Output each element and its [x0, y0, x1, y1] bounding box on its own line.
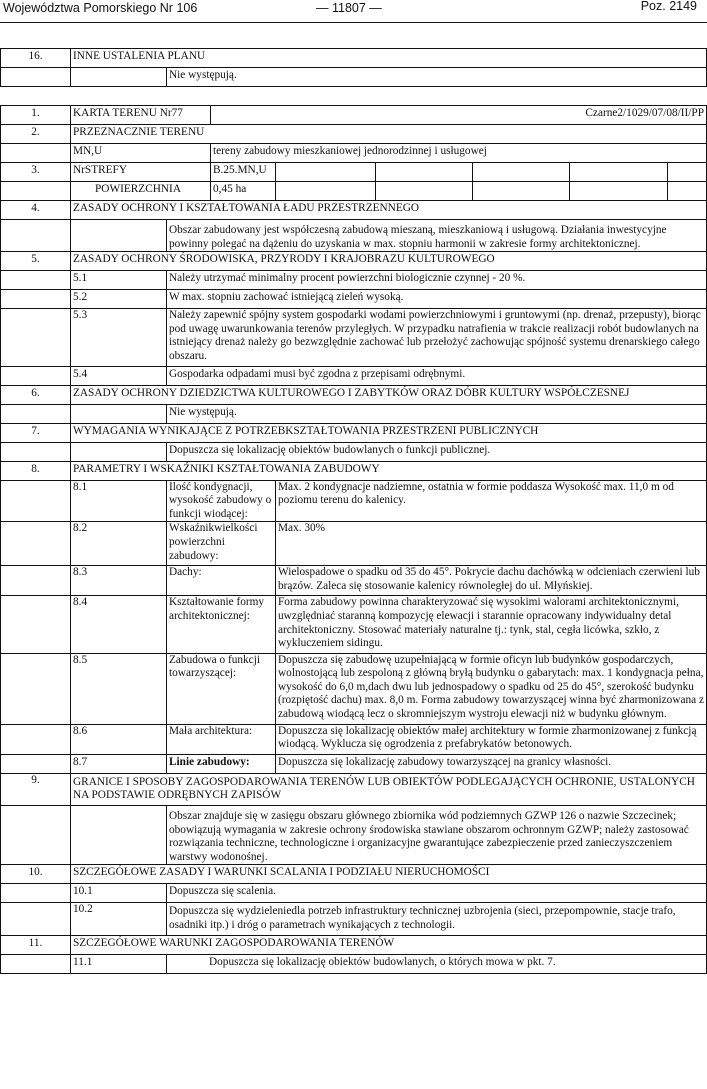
item-label: Kształtowanie formy architektonicznej:	[167, 596, 276, 653]
item-text: Max. 30%	[276, 522, 707, 566]
table-row	[1, 724, 707, 754]
item-id: 5.3	[71, 309, 167, 366]
item-label: Mała architektura:	[167, 724, 276, 754]
section-number: 7.	[1, 423, 71, 442]
zone-value: B.25.MN,U	[211, 163, 276, 182]
table-row	[1, 201, 707, 220]
section-text: Nie występują.	[167, 68, 707, 87]
table-row	[1, 290, 707, 309]
section-number: 10.	[1, 865, 71, 884]
table-row	[1, 144, 707, 163]
section-title: WYMAGANIA WYNIKAJĄCE Z POTRZEBKSZTAŁTOWANIA PRZESTRZENI PUBLICZNYCH	[71, 423, 707, 442]
card-title: KARTA TERENU Nr77	[71, 106, 211, 125]
item-label: Dachy:	[167, 566, 276, 596]
item-label: Wskaźnikwielkości powierzchni zabudowy:	[167, 522, 276, 566]
item-id: 8.2	[71, 522, 167, 566]
table-row	[1, 954, 707, 973]
section-title: PRZEZNACZNIE TERENU	[71, 125, 707, 144]
table-row	[1, 271, 707, 290]
table-row	[1, 566, 707, 596]
item-text: Dopuszcza się lokalizację obiektów budowlanych, o których mowa w pkt. 7.	[167, 954, 707, 973]
section-title: PARAMETRY I WSKAŹNIKI KSZTAŁTOWANIA ZABUDOWY	[71, 461, 707, 480]
item-id: 5.4	[71, 366, 167, 385]
table-row	[1, 596, 707, 653]
item-id: 8.1	[71, 480, 167, 522]
item-text: Dopuszcza się lokalizację zabudowy towarzyszącej na granicy własności.	[276, 754, 707, 773]
section-title: GRANICE I SPOSOBY ZAGOSPODAROWANIA TERENÓW LUB OBIEKTÓW PODLEGAJĄCYCH OCHRONIE, USTALONYCH NA PODSTAWIE ODRĘBNYCH ZAPISÓW	[71, 773, 707, 805]
item-label: Zabudowa o funkcji towarzyszącej:	[167, 653, 276, 724]
item-id: 11.1	[71, 954, 167, 973]
section-title: ZASADY OCHRONY DZIEDZICTWA KULTUROWEGO I ZABYTKÓW ORAZ DÓBR KULTURY WSPÓŁCZESNEJ	[71, 385, 707, 404]
table-row	[1, 773, 707, 805]
section-title: SZCZEGÓŁOWE WARUNKI ZAGOSPODAROWANIA TERENÓW	[71, 935, 707, 954]
table-row	[1, 68, 707, 87]
item-text: Gospodarka odpadami musi być zgodna z przepisami odrębnymi.	[167, 366, 707, 385]
item-text: Dopuszcza się lokalizację obiektów małej architektury w formie zharmonizowanej z funkcją wiodącą. Wyklucza się ogrodzenia z prefabrykatów betonowych.	[276, 724, 707, 754]
area-value: 0,45 ha	[211, 182, 276, 201]
item-label: Linie zabudowy:	[167, 754, 276, 773]
table-row	[1, 903, 707, 935]
item-text: Max. 2 kondygnacje nadziemne, ostatnia w formie poddasza Wysokość max. 11,0 m od poziomu terenu do kalenicy.	[276, 480, 707, 522]
table-row	[1, 522, 707, 566]
item-id: 10.1	[71, 884, 167, 903]
item-id: 10.2	[71, 903, 167, 935]
section-title: ZASADY OCHRONY I KSZTAŁTOWANIA ŁADU PRZESTRZENNEGO	[71, 201, 707, 220]
table-row	[1, 806, 707, 865]
item-text: Dopuszcza się wydzieleniedla potrzeb infrastruktury technicznej uzbrojenia (sieci, przepompownie, stacje trafo, osadniki itp.) i dróg o parametrach wynikających z technologii.	[167, 903, 707, 935]
section-title: INNE USTALENIA PLANU	[71, 49, 707, 68]
table-row	[1, 252, 707, 271]
card-code: Czarne2/1029/07/08/II/PP	[211, 106, 707, 125]
item-id: 5.2	[71, 290, 167, 309]
table-row	[1, 125, 707, 144]
page-header	[0, 0, 707, 22]
section-text: Obszar zabudowany jest współczesną zabudową mieszaną, mieszkaniową i usługową. Działania inwestycyjne powinny polegać na dążeniu do uzyskania w max. stopniu harmonii w zakresie formy architektonicznej.	[167, 220, 707, 252]
section-text: Dopuszcza się lokalizację obiektów budowlanych o funkcji publicznej.	[167, 442, 707, 461]
table-row	[1, 865, 707, 884]
section-number: 4.	[1, 201, 71, 220]
land-use-description: tereny zabudowy mieszkaniowej jednorodzinnej i usługowej	[211, 144, 707, 163]
item-text: Dopuszcza się zabudowę uzupełniającą w formie oficyn lub budynków gospodarczych, wolnostojącą lub zespoloną z główną bryłą budynku o gabarytach: max. 1 kondygnacja pełna, wysokość do 6,0 m,dach dwu lub jednospadowy o spadku od 25 do 45°, szerokość budynku (rozpiętość dachu) max. 8,0 m. Forma zabudowy towarzyszącej winna być zharmonizowana z zabudową wiodącą lecz o skromniejszym wystroju elewacji niż w budynku głównym.	[276, 653, 707, 724]
journal-title: Województwa Pomorskiego Nr 106	[3, 1, 198, 15]
section-number: 6.	[1, 385, 71, 404]
table-row	[1, 309, 707, 366]
table-row	[1, 182, 707, 201]
section-number: 3.	[1, 163, 71, 182]
land-use-symbol: MN,U	[71, 144, 211, 163]
item-text: Wielospadowe o spadku od 35 do 45°. Pokrycie dachu dachówką w odcieniach czerwieni lub brązów. Zaleca się stosowanie kalenicy równoległej do ul. Młyńskiej.	[276, 566, 707, 596]
table-row	[1, 480, 707, 522]
section-number: 16.	[1, 49, 71, 68]
page-number: — 11807 —	[316, 1, 382, 15]
section-text: Obszar znajduje się w zasięgu obszaru głównego zbiornika wód podziemnych GZWP 126 o nazwie Szczecinek; obowiązują wymagania w zakresie ochrony środowiska stawiane obszarom ochronnym GZWP; należy zastosować rozwiązania techniczne, technologiczne i organizacyjne gwarantujące zabezpieczenie przed zanieczyszczeniem warstwy wodonośnej.	[167, 806, 707, 865]
item-text: Należy utrzymać minimalny procent powierzchni biologicznie czynnej - 20 %.	[167, 271, 707, 290]
terrain-card-table	[0, 105, 707, 974]
table-row	[1, 754, 707, 773]
item-id: 8.4	[71, 596, 167, 653]
table-row	[1, 366, 707, 385]
section-number: 1.	[1, 106, 71, 125]
table-row	[1, 423, 707, 442]
item-label: Ilość kondygnacji, wysokość zabudowy o funkcji wiodącej:	[167, 480, 276, 522]
item-text: Dopuszcza się scalenia.	[167, 884, 707, 903]
section-text: Nie występują.	[167, 404, 707, 423]
table-row	[1, 385, 707, 404]
table-row	[1, 106, 707, 125]
area-label: POWIERZCHNIA	[71, 182, 211, 201]
header-rule	[0, 22, 707, 23]
item-text: Należy zapewnić spójny system gospodarki wodami powierzchniowymi i gruntowymi (np. drenaż, przepusty), biorąc pod uwagę uwarunkowania terenów przyległych. W przypadku natrafienia w trakcie realizacji robót budowlanych na istniejący drenaż należy go bezwzględnie zachować lub przełożyć zachowując spójność systemu drenarskiego całego obszaru.	[167, 309, 707, 366]
table-row	[1, 935, 707, 954]
section-number: 2.	[1, 125, 71, 144]
item-text: Forma zabudowy powinna charakteryzować się wysokimi walorami architektonicznymi, uwzględniać staranną kompozycję elewacji i starannie opracowany indywidualny detal architektoniczny. Stosować materiały naturalne tj.: tynk, stal, cegła licówka, szkło, z wykluczeniem sidingu.	[276, 596, 707, 653]
table-other-provisions	[0, 48, 707, 87]
item-id: 8.6	[71, 724, 167, 754]
item-id: 8.7	[71, 754, 167, 773]
item-id: 8.5	[71, 653, 167, 724]
section-title: ZASADY OCHRONY ŚRODOWISKA, PRZYRODY I KRAJOBRAZU KULTUROWEGO	[71, 252, 707, 271]
section-number: 5.	[1, 252, 71, 271]
table-row	[1, 220, 707, 252]
table-row	[1, 404, 707, 423]
position-number: Poz. 2149	[640, 0, 697, 13]
section-number: 8.	[1, 461, 71, 480]
table-row	[1, 884, 707, 903]
table-row	[1, 461, 707, 480]
zone-label: NrSTREFY	[71, 163, 211, 182]
item-text: W max. stopniu zachować istniejącą zieleń wysoką.	[167, 290, 707, 309]
table-row	[1, 49, 707, 68]
section-number: 11.	[1, 935, 71, 954]
item-id: 8.3	[71, 566, 167, 596]
item-id: 5.1	[71, 271, 167, 290]
table-row	[1, 653, 707, 724]
table-row	[1, 442, 707, 461]
table-row	[1, 163, 707, 182]
section-number: 9.	[1, 773, 71, 805]
section-title: SZCZEGÓŁOWE ZASADY I WARUNKI SCALANIA I PODZIAŁU NIERUCHOMOŚCI	[71, 865, 707, 884]
